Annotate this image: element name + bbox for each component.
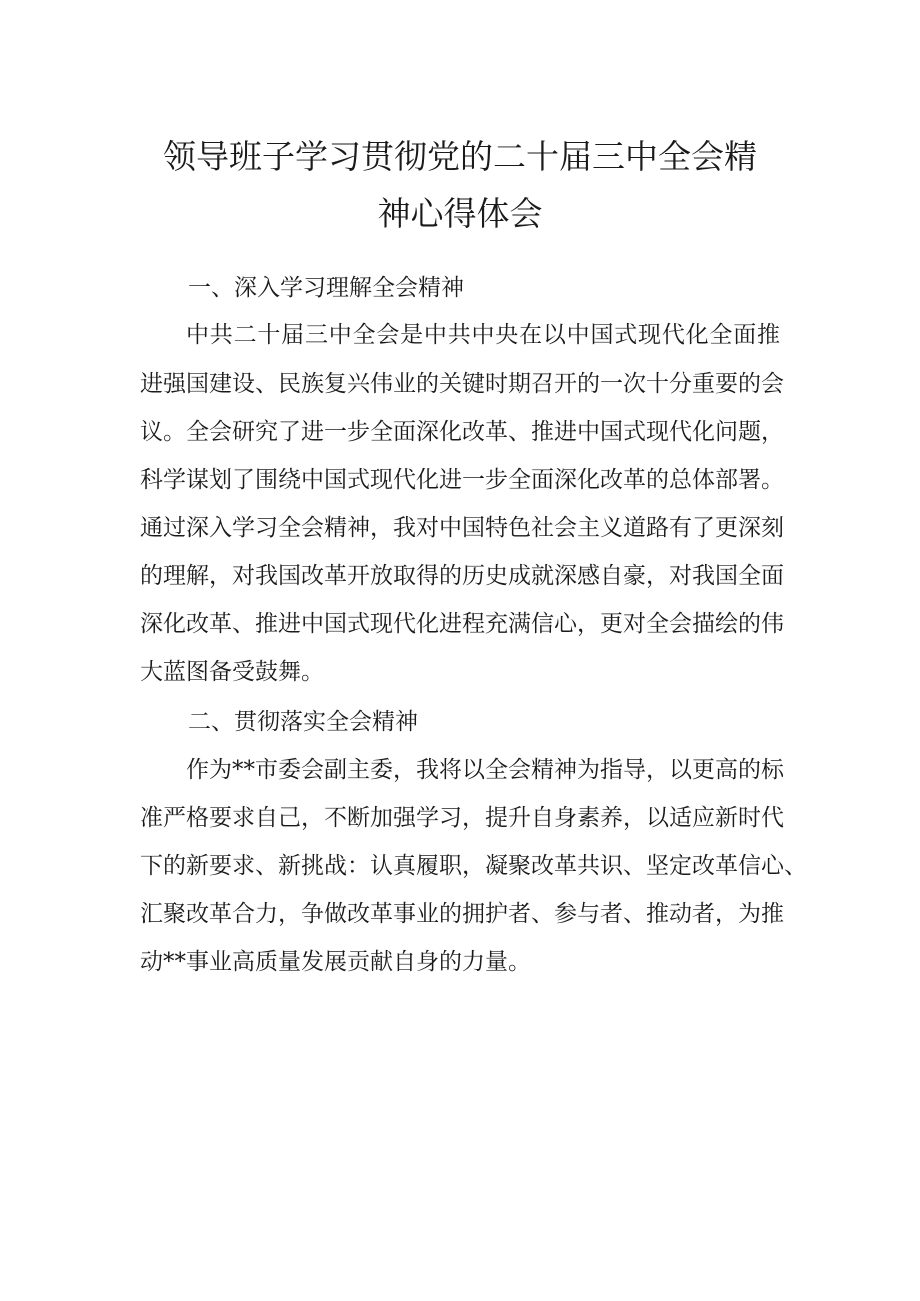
document-title-line-1: 领导班子学习贯彻党的二十届三中全会精 — [163, 137, 757, 176]
paragraph-1-line: 深化改革、推进中国式现代化进程充满信心，更对全会描绘的伟 — [140, 611, 784, 637]
paragraph-1-line: 议。全会研究了进一步全面深化改革、推进中国式现代化问题， — [140, 419, 784, 445]
section-heading-2: 二、贯彻落实全会精神 — [188, 709, 418, 735]
paragraph-2-line: 作为**市委会副主委，我将以全会精神为指导，以更高的标 — [186, 757, 784, 783]
paragraph-1-line: 中共二十届三中全会是中共中央在以中国式现代化全面推 — [186, 322, 780, 348]
paragraph-2-line: 动**事业高质量发展贡献自身的力量。 — [140, 949, 531, 975]
section-heading-1: 一、深入学习理解全会精神 — [188, 275, 464, 301]
paragraph-1-line: 进强国建设、民族复兴伟业的关键时期召开的一次十分重要的会 — [140, 371, 784, 397]
paragraph-1-line: 通过深入学习全会精神，我对中国特色社会主义道路有了更深刻 — [140, 515, 784, 541]
paragraph-2-line: 汇聚改革合力，争做改革事业的拥护者、参与者、推动者，为推 — [140, 901, 784, 927]
paragraph-2-line: 下的新要求、新挑战：认真履职，凝聚改革共识、坚定改革信心、 — [140, 853, 807, 879]
paragraph-1-line: 大蓝图备受鼓舞。 — [140, 659, 324, 685]
paragraph-1-line: 科学谋划了围绕中国式现代化进一步全面深化改革的总体部署。 — [140, 467, 784, 493]
document-title-line-2: 神心得体会 — [377, 194, 543, 233]
paragraph-1-line: 的理解，对我国改革开放取得的历史成就深感自豪，对我国全面 — [140, 563, 784, 589]
paragraph-2-line: 准严格要求自己，不断加强学习，提升自身素养，以适应新时代 — [140, 805, 784, 831]
